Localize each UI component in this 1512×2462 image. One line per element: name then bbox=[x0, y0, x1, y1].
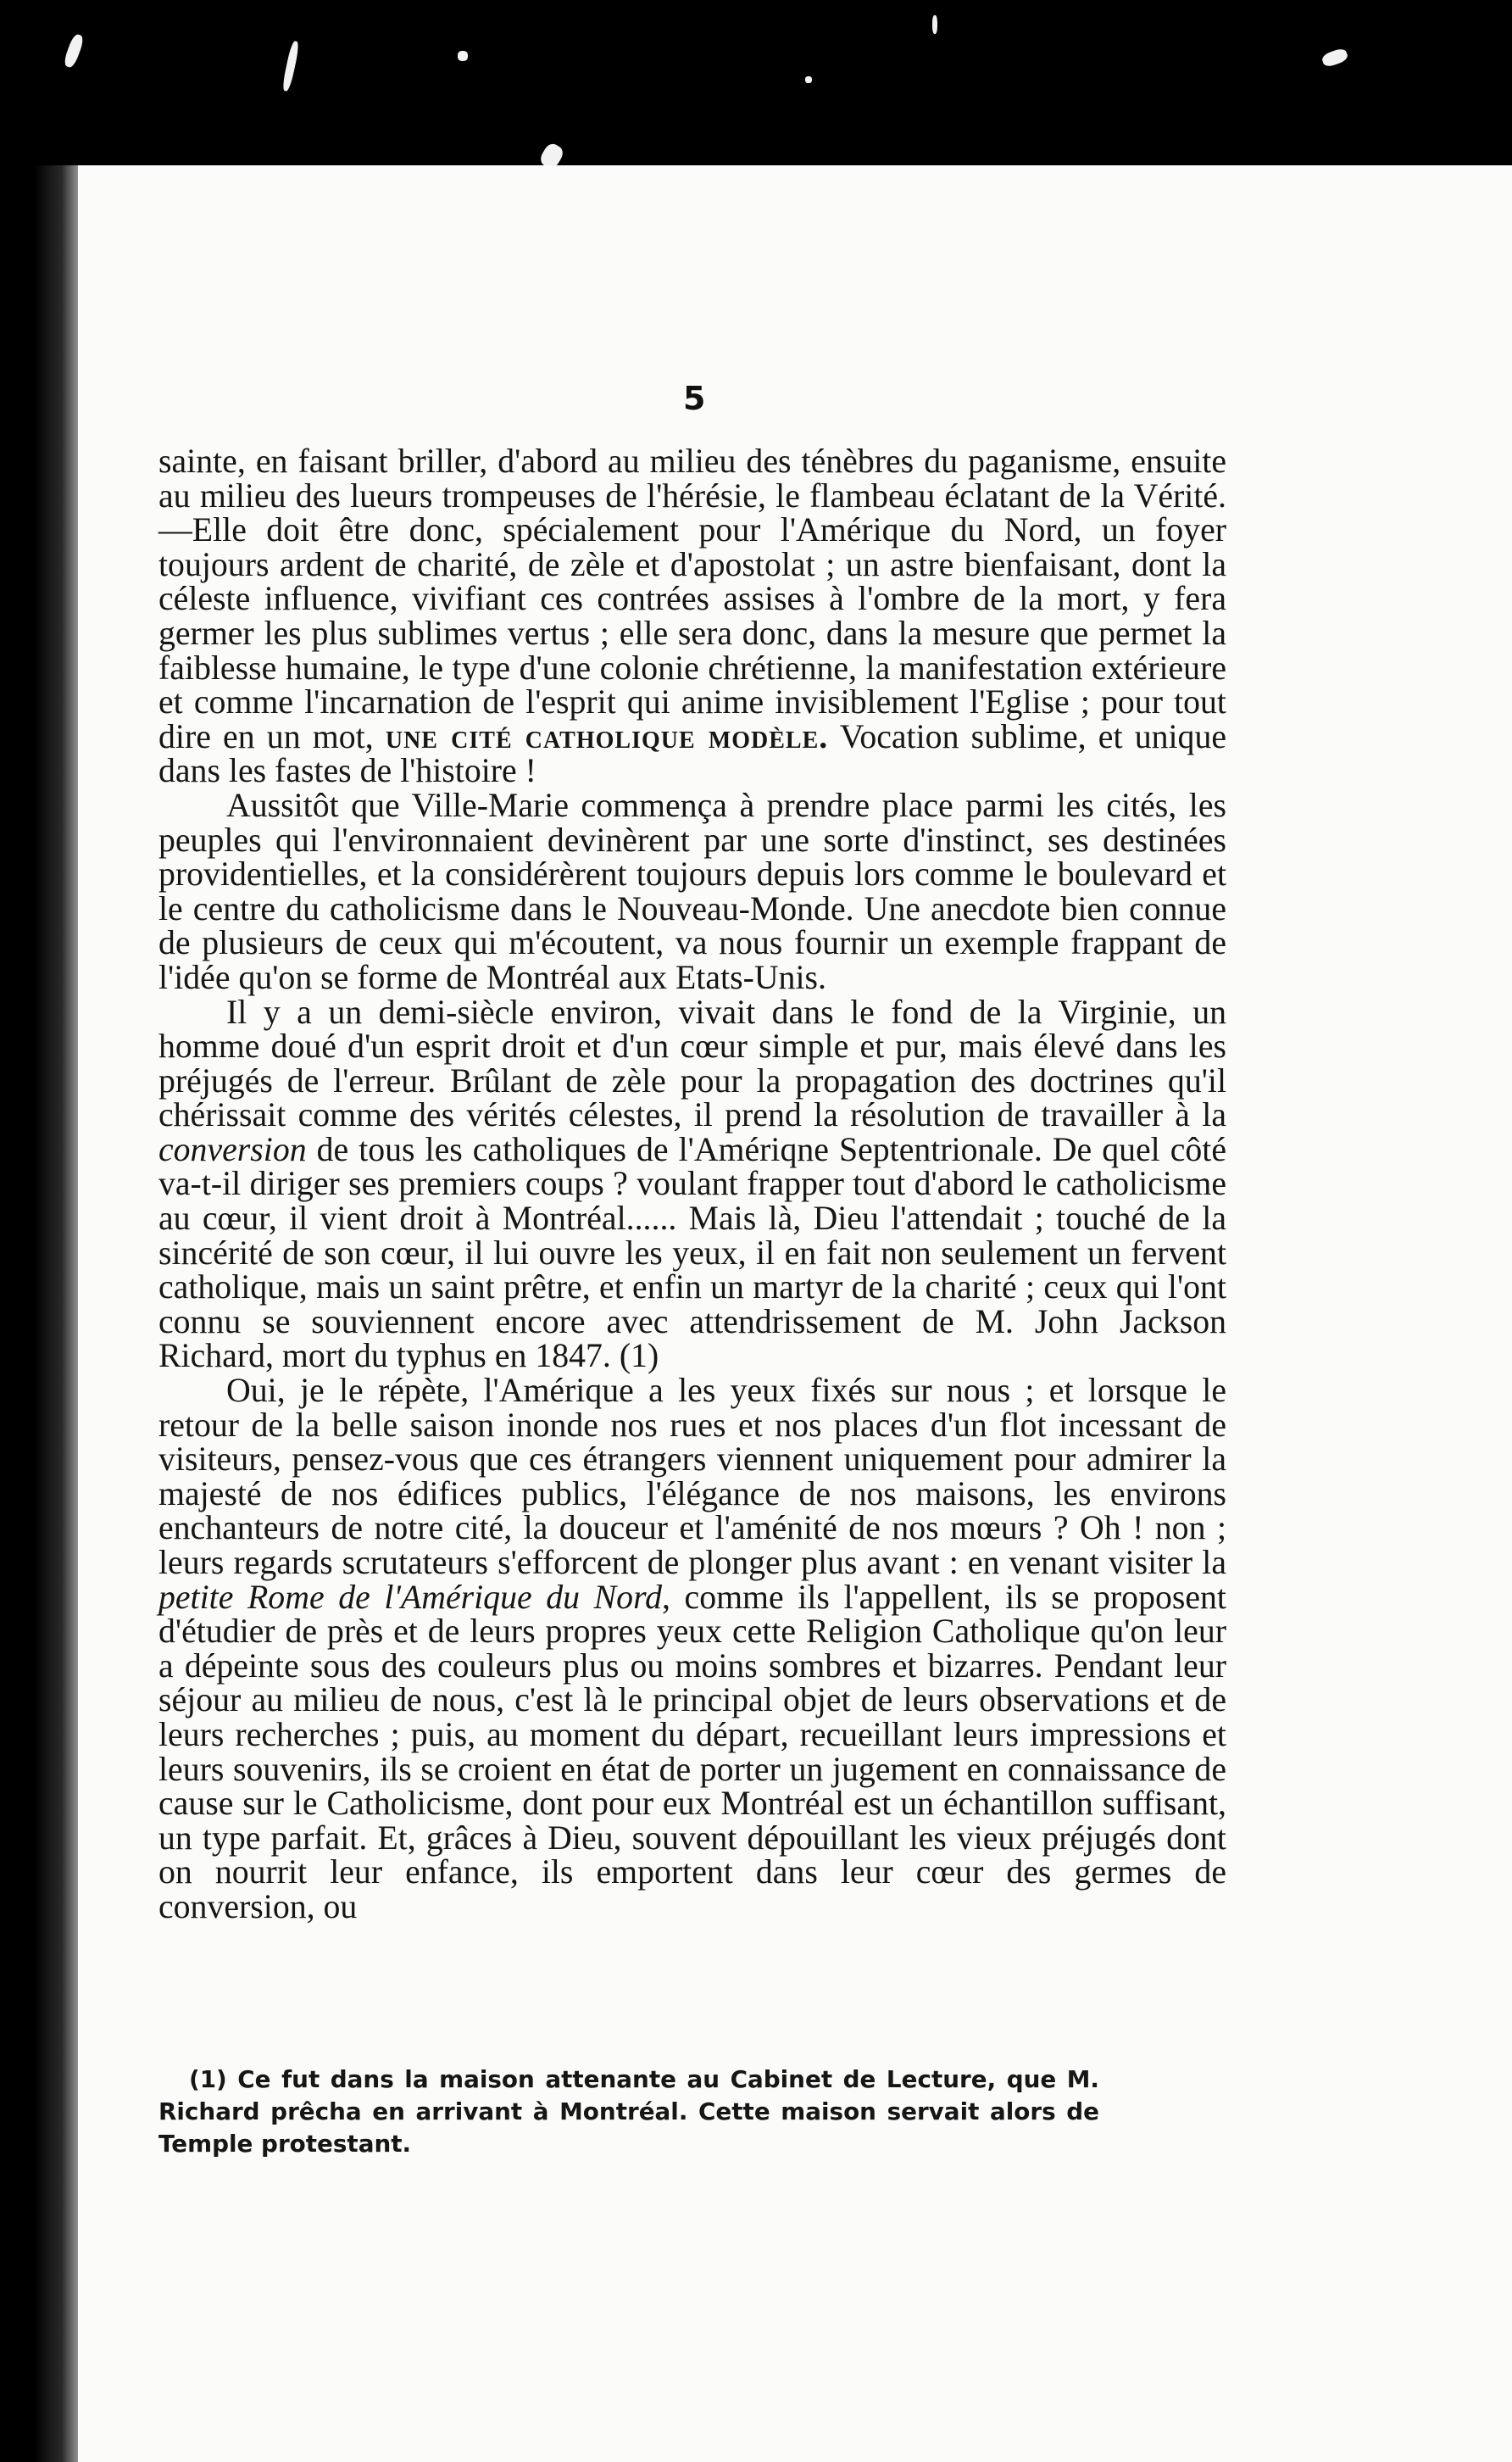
scan-speck bbox=[932, 15, 937, 34]
body-text bbox=[158, 444, 1226, 1924]
scan-speck bbox=[805, 76, 812, 83]
scan-speck bbox=[458, 51, 468, 61]
paragraph-3: Il y a un demi-siècle environ, vivait dans le fond de la Virginie, un homme doué d'un esprit droit et d'un cœur simple et pur, mais élevé dans les préjugés de l'erreur. Brûlant de zèle pour la propagation des doctrines qu'il chérissait comme des vérités célestes, il prend la résolution de travailler à la conversion de tous les catholiques de l'Amériqne Septentrionale. De quel côté va-t-il diriger ses premiers coups ? voulant frapper tout d'abord le catholicisme au cœur, il vient droit à Montréal...... Mais là, Dieu l'attendait ; touché de la sincérité de son cœur, il lui ouvre les yeux, il en fait non seulement un fervent catholique, mais un saint prêtre, et enfin un martyr de la charité ; ceux qui l'ont connu se souviennent encore avec attendrissement de M. John Jackson Richard, mort du typhus en 1847. (1) bbox=[158, 993, 1226, 1375]
page-number: 5 bbox=[683, 380, 706, 417]
page-binding-edge bbox=[34, 165, 85, 2462]
paragraph-2: Aussitôt que Ville-Marie commença à prendre place parmi les cités, les peuples qui l'environnaient devinèrent par une sorte d'instinct, ses destinées providentielles, et la considérèrent toujours depuis lors comme le boulevard et le centre du catholicisme dans le Nouveau-Monde. Une anecdote bien connue de plusieurs de ceux qui m'écoutent, va nous fournir un exemple frappant de l'idée qu'on se forme de Montréal aux Etats-Unis. bbox=[158, 786, 1226, 996]
scan-speck bbox=[1320, 47, 1349, 68]
paragraph-4: Oui, je le répète, l'Amérique a les yeux fixés sur nous ; et lorsque le retour de la belle saison inonde nos rues et nos places d'un flot incessant de visiteurs, pensez-vous que ces étrangers viennent uniquement pour admirer la majesté de nos édifices publics, l'élégance de nos maisons, les environs enchanteurs de notre cité, la douceur et l'aménité de nos mœurs ? Oh ! non ; leurs regards scrutateurs s'efforcent de plonger plus avant : en venant visiter la petite Rome de l'Amérique du Nord, comme ils l'appellent, ils se proposent d'étudier de près et de leurs propres yeux cette Religion Catholique qu'on leur a dépeinte sous des couleurs plus ou moins sombres et bizarres. Pendant leur séjour au milieu de nous, c'est là le principal objet de leurs observations et de leurs recherches ; puis, au moment du départ, recueillant leurs impressions et leurs souvenirs, ils se croient en état de porter un jugement en connaissance de cause sur le Catholicisme, dont pour eux Montréal est un échantillon suffisant, un type parfait. Et, grâces à Dieu, souvent dépouillant les vieux préjugés dont on nourrit leur enfance, ils emportent dans leur cœur des germes de conversion, ou bbox=[158, 1372, 1226, 1925]
scan-speck bbox=[63, 33, 86, 69]
italic-phrase: petite Rome de l'Amérique du Nord bbox=[158, 1578, 662, 1616]
italic-phrase: conversion bbox=[158, 1130, 307, 1168]
paragraph-1: sainte, en faisant briller, d'abord au milieu des ténèbres du paganisme, ensuite au milieu des lueurs trompeuses de l'hérésie, le flambeau éclatant de la Vérité. —Elle doit être donc, spécialement pour l'Amérique du Nord, un foyer toujours ardent de charité, de zèle et d'apostolat ; un astre bienfaisant, dont la céleste influence, vivifiant ces contrées assises à l'ombre de la mort, y fera germer les plus sublimes vertus ; elle sera donc, dans la mesure que permet la faiblesse humaine, le type d'une colonie chrétienne, la manifestation extérieure et comme l'incarnation de l'esprit qui anime invisiblement l'Eglise ; pour tout dire en un mot, une cité catholique modèle. Vocation sublime, et unique dans les fastes de l'histoire ! bbox=[158, 443, 1227, 790]
footnote bbox=[158, 2064, 1099, 2160]
small-caps-phrase: une cité catholique modèle. bbox=[385, 717, 829, 755]
scan-speck bbox=[281, 41, 300, 92]
footnote-text: (1) Ce fut dans la maison attenante au Cabinet de Lecture, que M. Richard prêcha en arrivant à Montréal. Cette maison servait alors de Temple protestant. bbox=[158, 2065, 1099, 2158]
